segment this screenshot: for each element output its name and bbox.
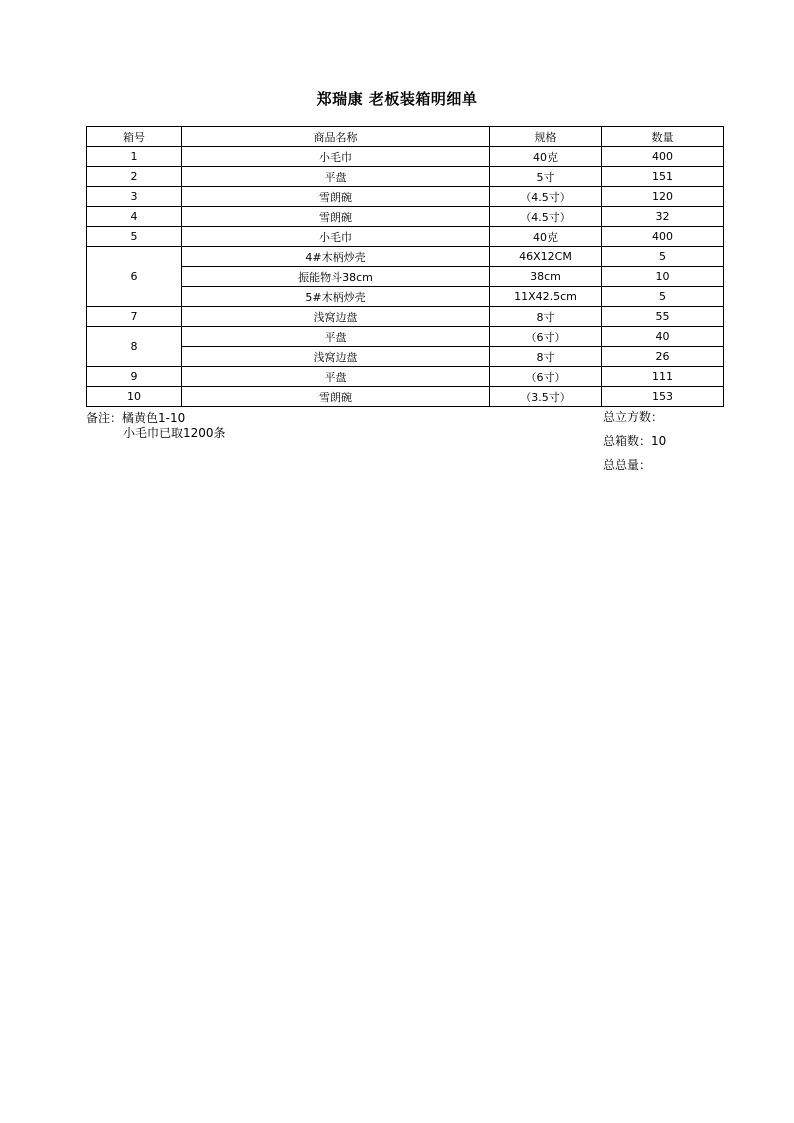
cell-product-name: 平盘 [182, 167, 490, 187]
remarks [86, 411, 226, 441]
cell-box-no: 8 [87, 327, 182, 367]
cell-spec: （4.5寸） [490, 187, 602, 207]
header-product-name: 商品名称 [182, 127, 490, 147]
cell-box-no: 2 [87, 167, 182, 187]
table-row [87, 347, 724, 367]
total-weight: 总总量： [603, 458, 652, 472]
cell-box-no: 9 [87, 367, 182, 387]
cell-product-name: 5#木柄炒壳 [182, 287, 490, 307]
cell-spec: 38cm [490, 267, 602, 287]
summary-block [603, 409, 666, 481]
cell-product-name: 小毛巾 [182, 227, 490, 247]
cell-product-name: 雪朗碗 [182, 387, 490, 407]
cell-quantity: 10 [602, 267, 724, 287]
packing-list-table [86, 126, 724, 407]
cell-quantity: 151 [602, 167, 724, 187]
cell-box-no: 1 [87, 147, 182, 167]
cell-quantity: 111 [602, 367, 724, 387]
cell-product-name: 小毛巾 [182, 147, 490, 167]
cell-box-no: 4 [87, 207, 182, 227]
header-box-no: 箱号 [87, 127, 182, 147]
cell-spec: 40克 [490, 147, 602, 167]
cell-product-name: 4#木柄炒壳 [182, 247, 490, 267]
remark-line-2: 小毛巾已取1200条 [123, 426, 226, 440]
cell-box-no: 6 [87, 247, 182, 307]
cell-spec: 11X42.5cm [490, 287, 602, 307]
cell-spec: （6寸） [490, 327, 602, 347]
cell-quantity: 55 [602, 307, 724, 327]
cell-product-name: 雪朗碗 [182, 187, 490, 207]
total-volume: 总立方数： [603, 410, 664, 424]
cell-spec: 46X12CM [490, 247, 602, 267]
cell-quantity: 40 [602, 327, 724, 347]
table-row [87, 287, 724, 307]
cell-product-name: 振能物斗38cm [182, 267, 490, 287]
cell-spec: 8寸 [490, 307, 602, 327]
table-row [87, 367, 724, 387]
table-body [87, 147, 724, 407]
table-row [87, 267, 724, 287]
cell-quantity: 400 [602, 147, 724, 167]
cell-quantity: 153 [602, 387, 724, 407]
cell-quantity: 26 [602, 347, 724, 367]
header-spec: 规格 [490, 127, 602, 147]
cell-product-name: 平盘 [182, 367, 490, 387]
cell-spec: （6寸） [490, 367, 602, 387]
cell-product-name: 浅窝边盘 [182, 347, 490, 367]
table-row [87, 327, 724, 347]
table-row [87, 247, 724, 267]
cell-spec: 8寸 [490, 347, 602, 367]
page-title: 郑瑞康 老板装箱明细单 [316, 90, 478, 108]
cell-quantity: 120 [602, 187, 724, 207]
table-row [87, 387, 724, 407]
cell-quantity: 400 [602, 227, 724, 247]
cell-product-name: 平盘 [182, 327, 490, 347]
cell-spec: （4.5寸） [490, 207, 602, 227]
header-quantity: 数量 [602, 127, 724, 147]
cell-spec: （3.5寸） [490, 387, 602, 407]
cell-product-name: 雪朗碗 [182, 207, 490, 227]
cell-spec: 40克 [490, 227, 602, 247]
table-row [87, 227, 724, 247]
cell-box-no: 7 [87, 307, 182, 327]
table-header-row [87, 127, 724, 147]
cell-quantity: 5 [602, 247, 724, 267]
cell-box-no: 10 [87, 387, 182, 407]
table-row [87, 207, 724, 227]
cell-quantity: 32 [602, 207, 724, 227]
cell-quantity: 5 [602, 287, 724, 307]
table-row [87, 167, 724, 187]
table-row [87, 307, 724, 327]
cell-box-no: 3 [87, 187, 182, 207]
table-row [87, 187, 724, 207]
cell-box-no: 5 [87, 227, 182, 247]
table-row [87, 147, 724, 167]
cell-spec: 5寸 [490, 167, 602, 187]
total-boxes: 总箱数：10 [603, 434, 667, 448]
remark-line-1: 备注：橘黄色1-10 [86, 411, 186, 425]
cell-product-name: 浅窝边盘 [182, 307, 490, 327]
